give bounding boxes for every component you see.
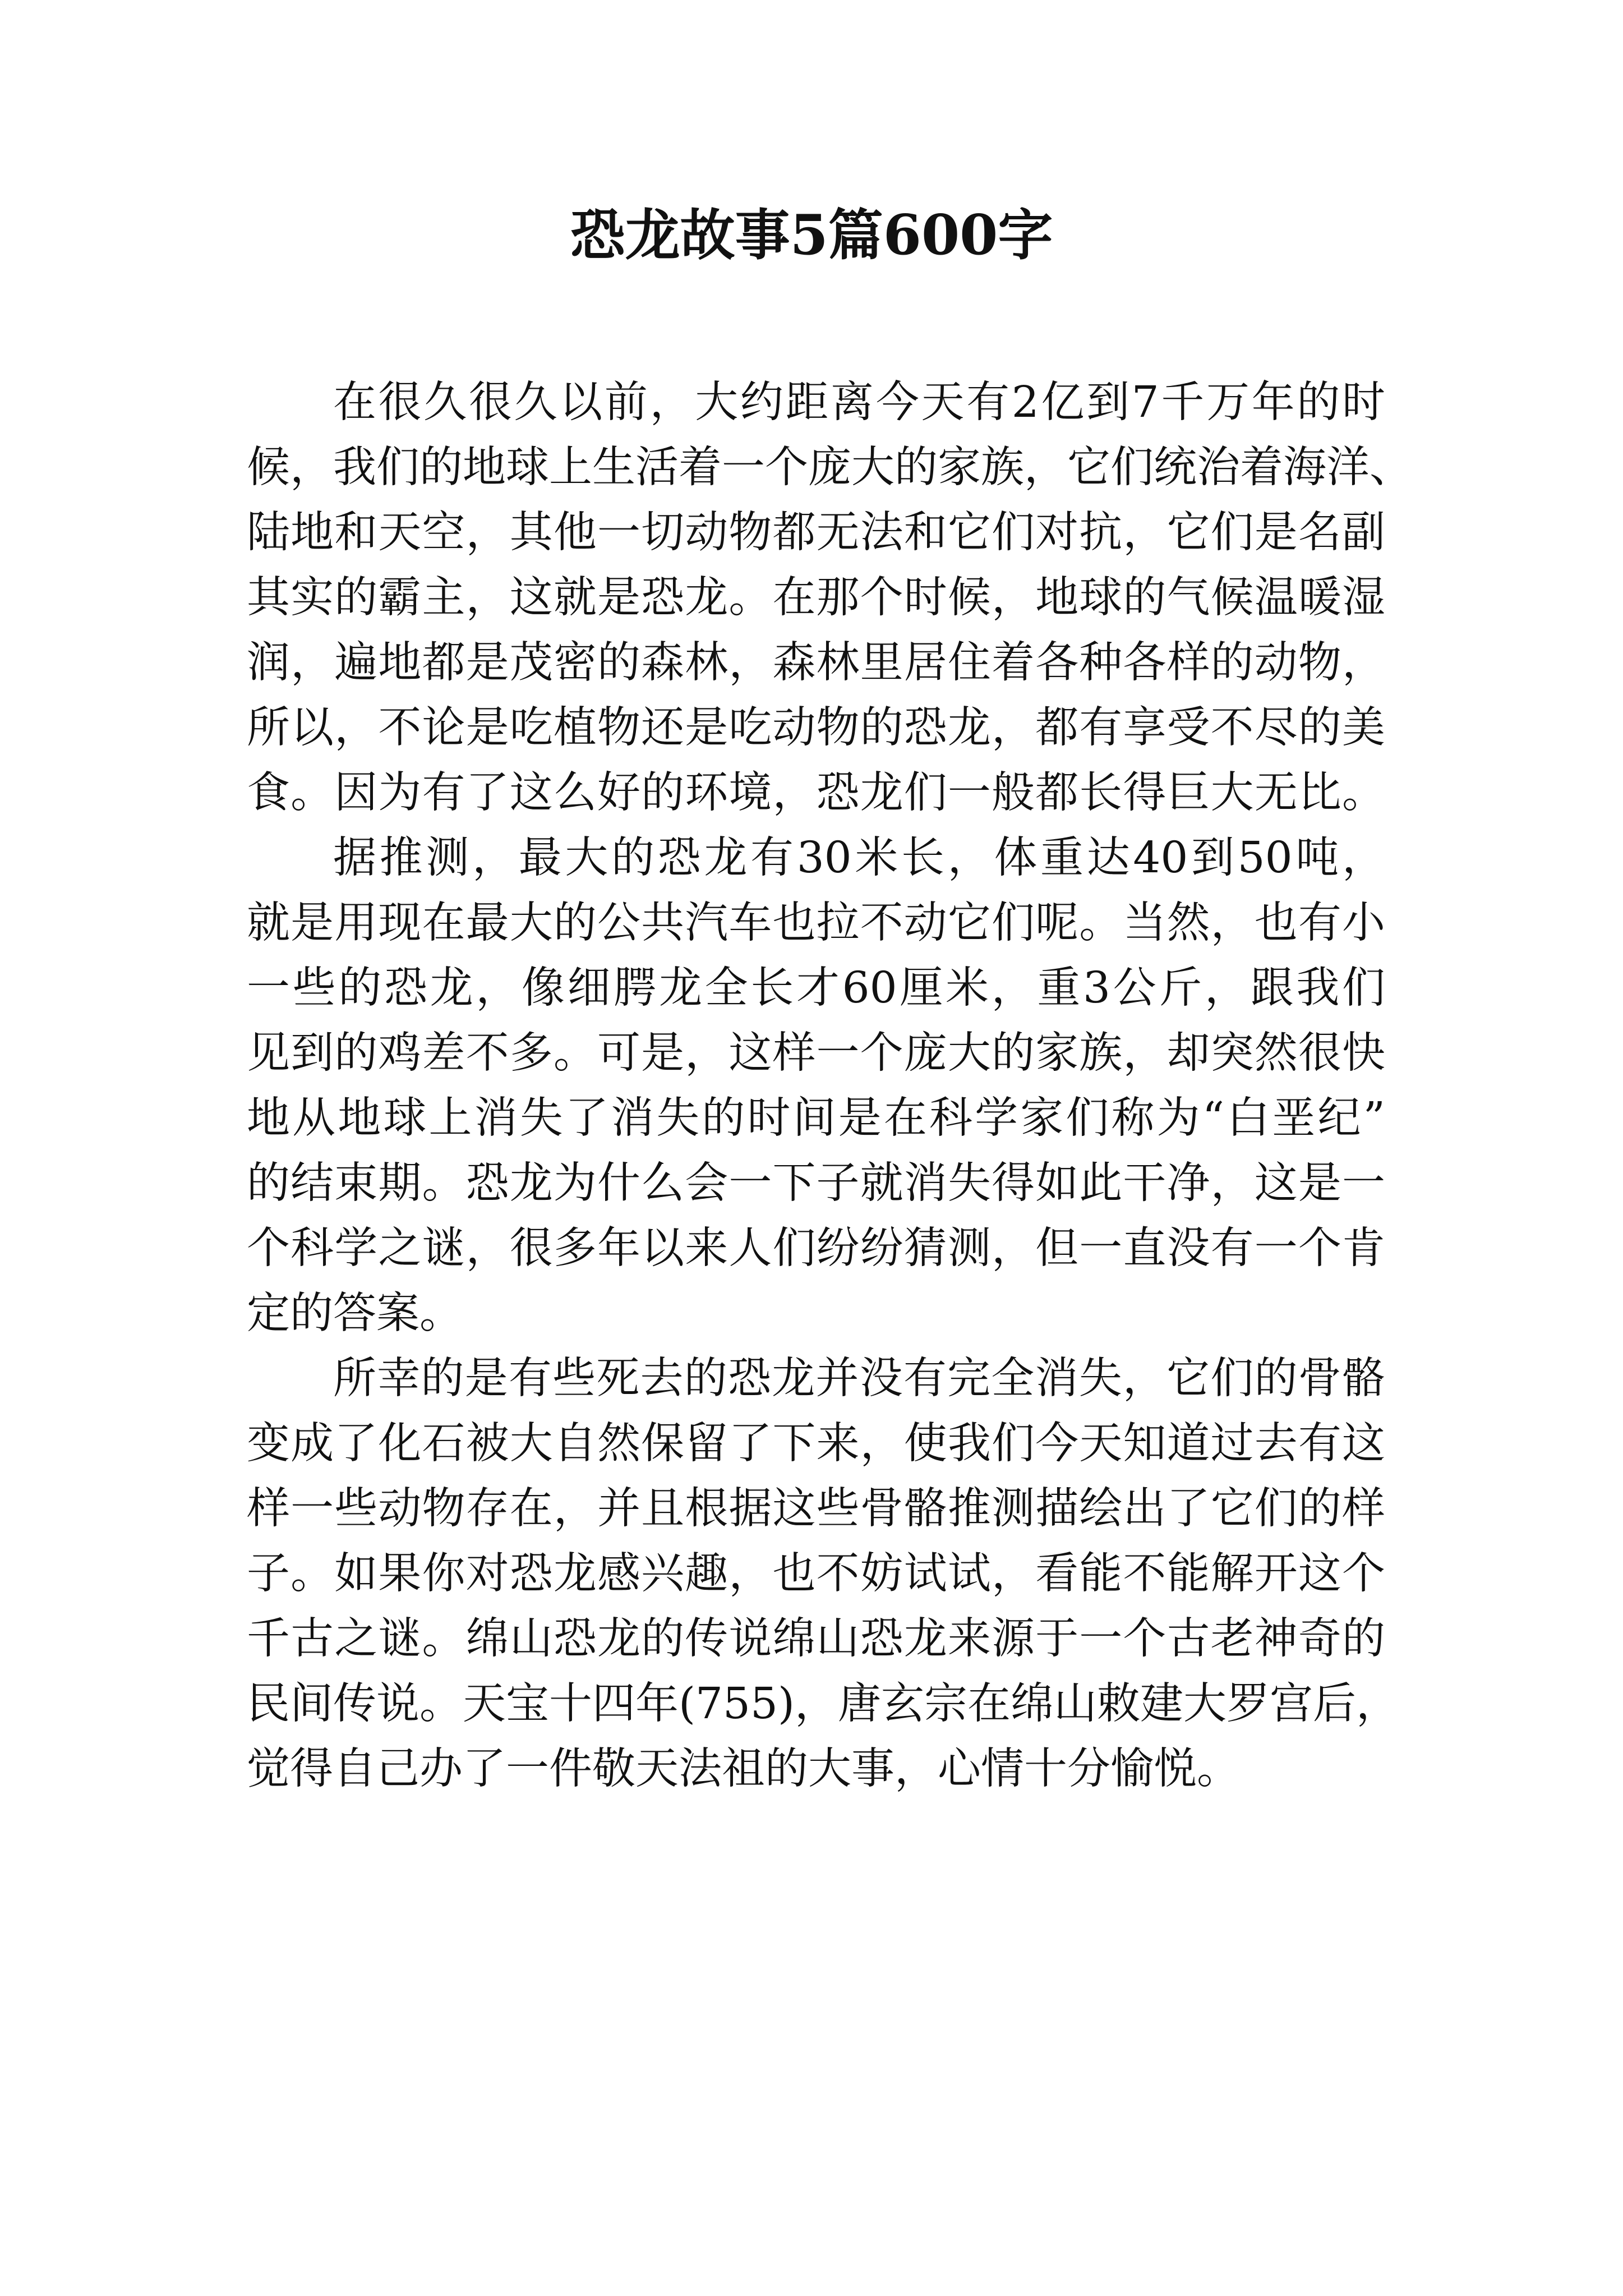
paragraph-3-line-3: 样一些动物存在，并且根据这些骨骼推测描绘出了它们的样: [247, 1484, 1385, 1534]
paragraph-2-line-5: 地从地球上消失了消失的时间是在科学家们称为“白垩纪”: [247, 1093, 1385, 1143]
paragraph-3-line-1: 所幸的是有些死去的恐龙并没有完全消失，它们的骨骼: [333, 1354, 1385, 1404]
paragraph-2-line-2: 就是用现在最大的公共汽车也拉不动它们呢。当然，也有小: [247, 898, 1385, 948]
paragraph-3-line-6: 民间传说。天宝十四年(755)，唐玄宗在绵山敕建大罗宫后，: [247, 1679, 1400, 1729]
paragraph-3-line-7: 觉得自己办了一件敬天法祖的大事，心情十分愉悦。: [247, 1744, 1240, 1794]
paragraph-2-line-1: 据推测，最大的恐龙有30米长，体重达40到50吨，: [333, 833, 1385, 883]
document-title: 恐龙故事5篇600字: [570, 203, 1053, 268]
paragraph-1-line-4: 其实的霸主，这就是恐龙。在那个时候，地球的气候温暖湿: [247, 573, 1385, 623]
paragraph-3-line-5: 千古之谜。绵山恐龙的传说绵山恐龙来源于一个古老神奇的: [247, 1614, 1385, 1664]
paragraph-1-line-2: 候，我们的地球上生活着一个庞大的家族，它们统治着海洋、: [247, 443, 1413, 493]
paragraph-2-line-8: 定的答案。: [247, 1289, 463, 1338]
paragraph-3-line-2: 变成了化石被大自然保留了下来，使我们今天知道过去有这: [247, 1419, 1385, 1469]
paragraph-3-line-4: 子。如果你对恐龙感兴趣，也不妨试试，看能不能解开这个: [247, 1549, 1385, 1599]
paragraph-2-line-4: 见到的鸡差不多。可是，这样一个庞大的家族，却突然很快: [247, 1028, 1385, 1078]
paragraph-1-line-3: 陆地和天空，其他一切动物都无法和它们对抗，它们是名副: [247, 508, 1385, 558]
paragraph-1-line-6: 所以，不论是吃植物还是吃动物的恐龙，都有享受不尽的美: [247, 703, 1385, 753]
paragraph-1-line-7: 食。因为有了这么好的环境，恐龙们一般都长得巨大无比。: [247, 768, 1385, 818]
paragraph-2-line-7: 个科学之谜，很多年以来人们纷纷猜测，但一直没有一个肯: [247, 1223, 1385, 1273]
paragraph-2-line-6: 的结束期。恐龙为什么会一下子就消失得如此干净，这是一: [247, 1158, 1385, 1208]
paragraph-1-line-5: 润，遍地都是茂密的森林，森林里居住着各种各样的动物，: [247, 638, 1385, 688]
document-body: [247, 370, 1413, 1802]
paragraph-2-line-3: 一些的恐龙，像细腭龙全长才60厘米，重3公斤，跟我们: [247, 963, 1385, 1013]
paragraph-1-line-1: 在很久很久以前，大约距离今天有2亿到7千万年的时: [333, 378, 1385, 427]
